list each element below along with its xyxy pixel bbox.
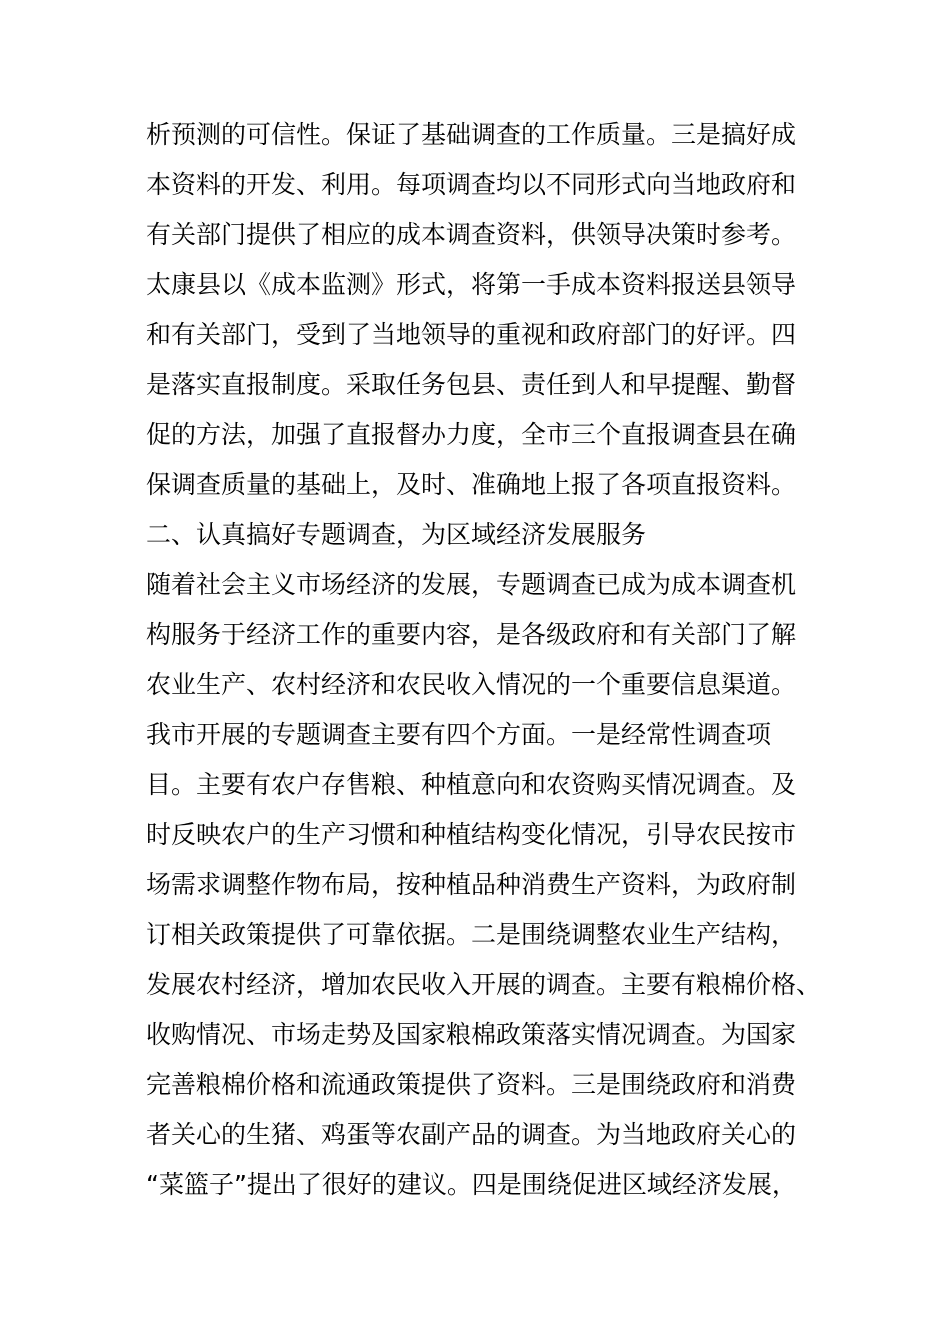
text-line: 和有关部门，受到了当地领导的重视和政府部门的好评。四 <box>146 320 797 349</box>
document-body <box>146 110 846 1210</box>
text-line: 本资料的开发、利用。每项调查均以不同形式向当地政府和 <box>146 170 797 199</box>
text-line: 农业生产、农村经济和农民收入情况的一个重要信息渠道。 <box>146 670 797 699</box>
text-line: 析预测的可信性。保证了基础调查的工作质量。三是搞好成 <box>146 120 797 149</box>
text-line: 场需求调整作物布局，按种植品种消费生产资料，为政府制 <box>146 870 797 899</box>
text-line: 有关部门提供了相应的成本调查资料，供领导决策时参考。 <box>146 220 797 249</box>
text-line: 者关心的生猪、鸡蛋等农副产品的调查。为当地政府关心的 <box>146 1120 797 1149</box>
text-line: 促的方法，加强了直报督办力度，全市三个直报调查县在确 <box>146 420 797 449</box>
text-line: 是落实直报制度。采取任务包县、责任到人和早提醒、勤督 <box>146 370 797 399</box>
text-line: 时反映农户的生产习惯和种植结构变化情况，引导农民按市 <box>146 820 797 849</box>
text-line: 我市开展的专题调查主要有四个方面。一是经常性调查项 <box>146 720 772 749</box>
text-line: 发展农村经济，增加农民收入开展的调查。主要有粮棉价格、 <box>146 970 822 999</box>
text-line: 目。主要有农户存售粮、种植意向和农资购买情况调查。及 <box>146 770 797 799</box>
text-line: 保调查质量的基础上，及时、准确地上报了各项直报资料。 <box>146 470 797 499</box>
text-line: 订相关政策提供了可靠依据。二是围绕调整农业生产结构， <box>146 920 797 949</box>
text-line: 随着社会主义市场经济的发展，专题调查已成为成本调查机 <box>146 570 797 599</box>
section-heading: 二、认真搞好专题调查，为区域经济发展服务 <box>146 520 647 549</box>
text-line: 完善粮棉价格和流通政策提供了资料。三是围绕政府和消费 <box>146 1070 797 1099</box>
text-line: 收购情况、市场走势及国家粮棉政策落实情况调查。为国家 <box>146 1020 797 1049</box>
text-line: “菜篮子”提出了很好的建议。四是围绕促进区域经济发展， <box>146 1170 797 1199</box>
text-line: 构服务于经济工作的重要内容，是各级政府和有关部门了解 <box>146 620 797 649</box>
text-line: 太康县以《成本监测》形式，将第一手成本资料报送县领导 <box>146 270 797 299</box>
